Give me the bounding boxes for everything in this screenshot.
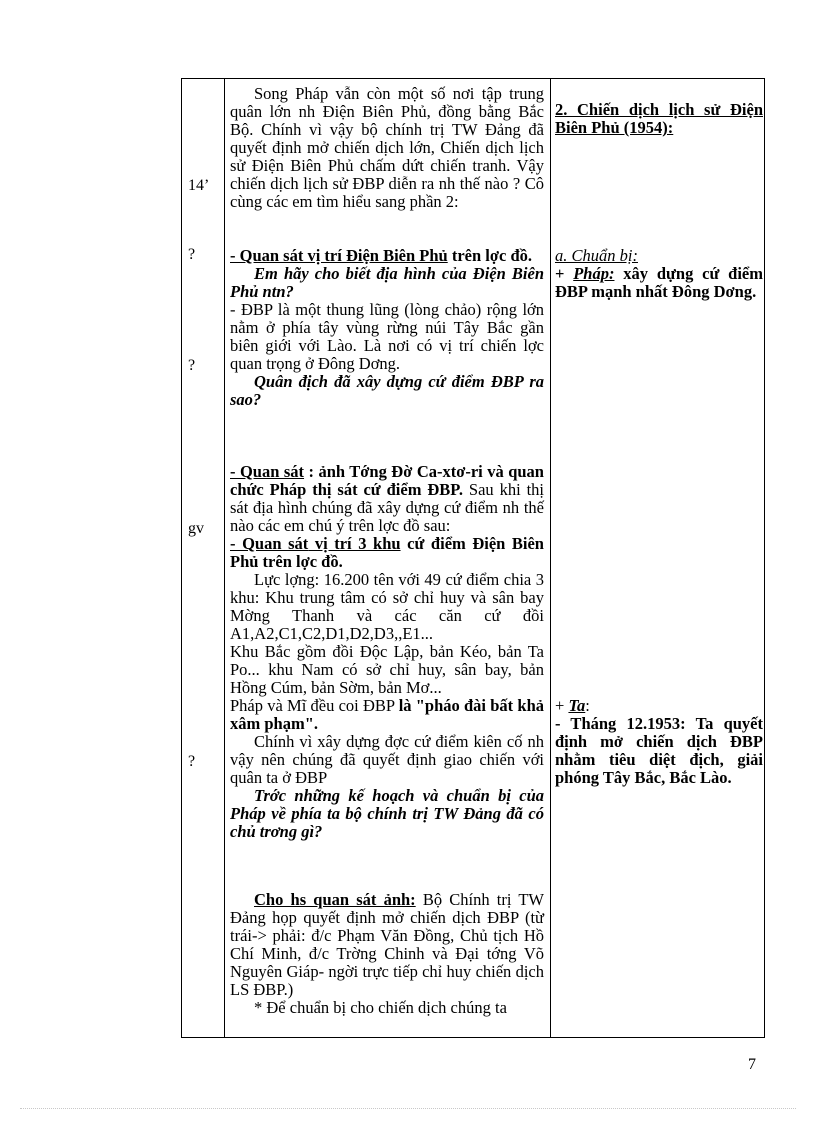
column-divider — [224, 79, 225, 1037]
terrain-question: Em hãy cho biết địa hình của Điện Biên Phủ ntn? — [230, 264, 544, 301]
marker-column — [182, 79, 224, 1037]
plan-question: Trớc những kế hoạch và chuẩn bị của Pháp về phía ta bộ chính trị TW Đảng đã có chủ trơng gì? — [230, 786, 544, 841]
observe-zones-line: - Quan sát vị trí 3 khu cứ điểm Điện Biên Phủ trên lợc đồ. — [230, 534, 544, 571]
north-zone-paragraph: Khu Bắc gồm đồi Độc Lập, bản Kéo, bản Ta Po... khu Nam có sở chỉ huy, sân bay, bản Hồng Cúm, bản Sờm, bản Mơ... — [230, 642, 544, 697]
teacher-mark: gv — [188, 520, 204, 537]
terrain-answer: - ĐBP là một thung lũng (lòng chảo) rộng lớn nằm ở phía tây vùng rừng núi Tây Bắc gần biên giới với Lào. Là nơi có vị trí chiến lợc quan trọng ở Đông Dơng. — [230, 300, 544, 373]
photo-section — [230, 891, 544, 1017]
observe-map-line: - Quan sát vị trí Điện Biên Phủ trên lợc đồ. — [230, 246, 533, 265]
terrain-section — [230, 247, 544, 409]
fortress-paragraph: Pháp và Mĩ đều coi ĐBP là "pháo đài bất khả xâm phạm". — [230, 696, 544, 733]
page-edge-divider — [20, 1108, 796, 1109]
question-mark: ? — [188, 246, 196, 263]
question-mark: ? — [188, 753, 196, 770]
intro-paragraph: Song Pháp vẫn còn một số nơi tập trung quân lớn nh Điện Biên Phủ, đồng bằng Bắc Bộ. Chính vì vậy bộ chính trị TW Đảng đã quyết định mở chiến dịch lớn, Chiến dịch lịch sử Điện Biên Phủ chấm dứt chiến tranh. Vậy chiến dịch lịch sử ĐBP diễn ra nh thế nào ? Cô cùng các em tìm hiểu sang phần 2: — [230, 84, 544, 211]
ta-note: - Tháng 12.1953: Ta quyết định mở chiến dịch ĐBP nhằm tiêu diệt địch, giải phóng Tây Bắc, Bắc Lào. — [555, 714, 763, 787]
content-column — [230, 79, 544, 1037]
phap-note: + Pháp: xây dựng cứ điểm ĐBP mạnh nhất Đông Dơng. — [555, 264, 764, 301]
lesson-table — [181, 78, 765, 1038]
time-mark: 14’ — [188, 177, 210, 194]
engagement-paragraph: Chính vì xây dựng đợc cứ điểm kiên cố nh vậy nên chúng đã quyết định giao chiến với quân ta ở ĐBP — [230, 732, 544, 787]
forces-paragraph: Lực lợng: 16.200 tên với 49 cứ điểm chia 3 khu: Khu trung tâm có sở chỉ huy và sân bay Mờng Thanh và các căn cứ đồi A1,A2,C1,C2,D1,D2,D3,,E1... — [230, 570, 544, 643]
preparation-subheading: a. Chuẩn bị: — [555, 246, 638, 265]
ta-notes — [555, 697, 763, 787]
photo-paragraph: Cho hs quan sát ảnh: Bộ Chính trị TW Đảng họp quyết định mở chiến dịch ĐBP (từ trái-> phải: đ/c Phạm Văn Đồng, Chủ tịch Hồ Chí Minh, đ/c Trờng Chinh và Đại tớng Võ Nguyên Giáp- ngời trực tiếp chỉ huy chiến dịch LS ĐBP.) — [230, 890, 544, 999]
question-mark: ? — [188, 357, 196, 374]
prep-line: * Để chuẩn bị cho chiến dịch chúng ta — [254, 998, 507, 1017]
summary-heading: 2. Chiến dịch lịch sử Điện Biên Phủ (1954): — [555, 100, 763, 137]
preparation-notes — [555, 247, 763, 301]
page-number: 7 — [748, 1056, 756, 1073]
enemy-question: Quân địch đã xây dựng cứ điểm ĐBP ra sao? — [230, 372, 544, 409]
summary-column — [555, 79, 763, 1037]
column-divider — [550, 79, 551, 1037]
observe-photo-line: - Quan sát : ảnh Tớng Đờ Ca-xtơ-ri và quan chức Pháp thị sát cứ điểm ĐBP. Sau khi thị sát địa hình chúng đã xây dựng cứ điểm nh thế nào các em chú ý trên lợc đồ sau: — [230, 462, 544, 535]
fortress-section — [230, 463, 544, 841]
ta-label-line: + Ta: — [555, 696, 590, 715]
